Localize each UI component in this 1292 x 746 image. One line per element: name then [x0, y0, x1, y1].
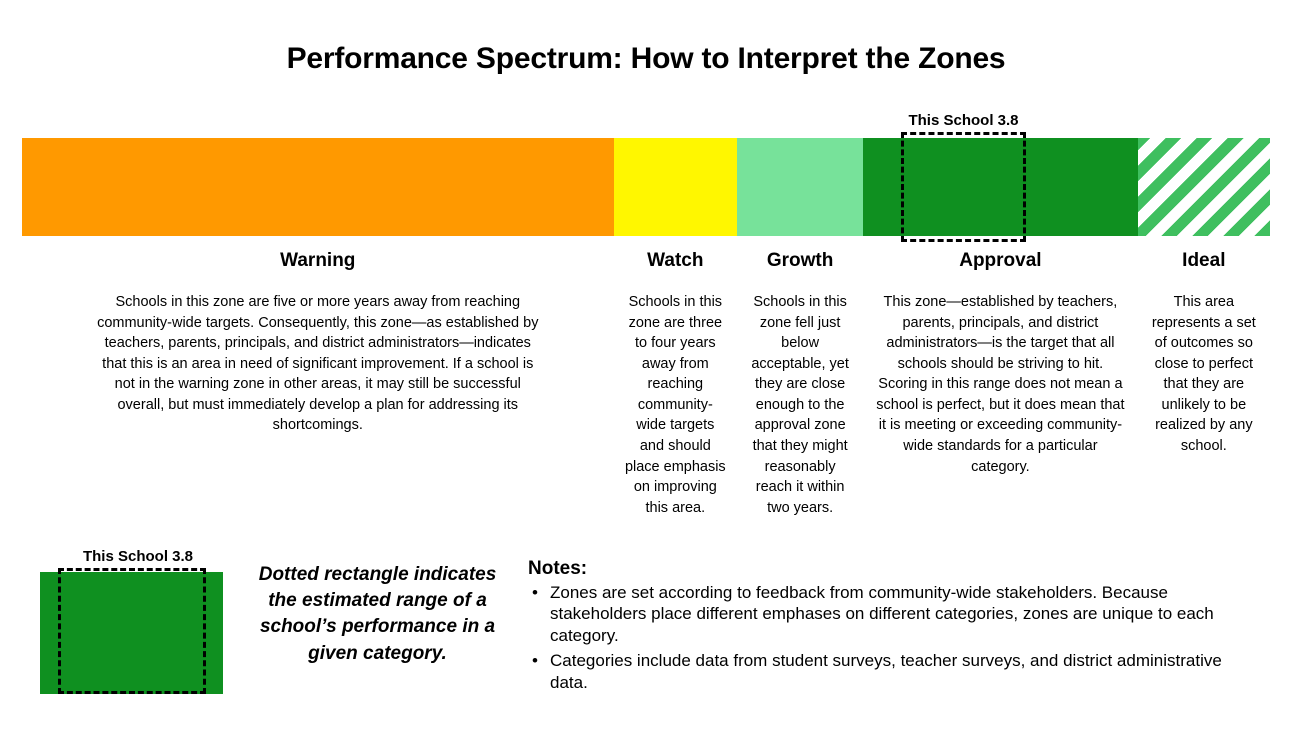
ideal-hatch-pattern [1138, 138, 1270, 236]
zone-column-approval [863, 250, 1138, 477]
zone-band-watch [614, 138, 738, 236]
notes-section [528, 558, 1258, 697]
zone-column-watch [614, 250, 738, 518]
school-marker-label: This School 3.8 [908, 112, 1019, 129]
page-title: Performance Spectrum: How to Interpret the Zones [286, 42, 1006, 75]
performance-spectrum-bar [22, 138, 1270, 236]
zone-description-growth: Schools in this zone fell just below acceptable, yet they are close enough to the approval zone that they might reasonably reach it within two years. [751, 294, 849, 516]
zone-column-growth [737, 250, 863, 518]
notes-heading: Notes: [528, 558, 588, 579]
zone-description-warning: Schools in this zone are five or more years away from reaching community-wide targets. Consequently, this zone—as established by teachers, parents, principals, and district administrators—indicates that this is an area in need of significant improvement. If a school is not in the warning zone in other areas, it may still be successful overall, but must immediately develop a plan for addressing its shortcomings. [97, 294, 539, 434]
zone-band-growth [737, 138, 863, 236]
legend-marker-label: This School 3.8 [82, 548, 194, 565]
zone-heading-watch: Watch [647, 250, 704, 271]
zone-heading-ideal: Ideal [1182, 250, 1226, 271]
zone-description-columns [22, 250, 1270, 518]
zone-heading-growth: Growth [766, 250, 834, 271]
notes-item: • Categories include data from student surveys, teacher surveys, and district administrative data. [528, 650, 1258, 693]
zone-description-watch: Schools in this zone are three to four years away from reaching community-wide targets and should place emphasis on improving this area. [624, 294, 726, 516]
notes-item: • Zones are set according to feedback from community-wide stakeholders. Because stakeholders place different emphases on different categories, zones are unique to each category. [528, 582, 1258, 646]
zone-column-ideal [1138, 250, 1270, 457]
legend-dotted-rectangle [58, 568, 206, 694]
zone-description-ideal: This area represents a set of outcomes so close to perfect that they are unlikely to be realized by any school. [1151, 294, 1256, 455]
zone-column-warning [22, 250, 614, 436]
notes-list [528, 582, 1258, 693]
zone-heading-warning: Warning [280, 250, 356, 271]
zone-band-warning [22, 138, 614, 236]
zone-description-approval: This zone—established by teachers, parents, principals, and district administrators—is the target that all schools should be striving to hit. Scoring in this range does not mean a school is perfect, but it does mean that it is meeting or exceeding community-wide standards for a particular category. [876, 294, 1125, 475]
zone-heading-approval: Approval [959, 250, 1042, 271]
legend-caption: Dotted rectangle indicates the estimated range of a school’s performance in a given category. [258, 564, 497, 664]
zone-band-ideal [1138, 138, 1270, 236]
school-marker-rectangle [901, 132, 1026, 242]
